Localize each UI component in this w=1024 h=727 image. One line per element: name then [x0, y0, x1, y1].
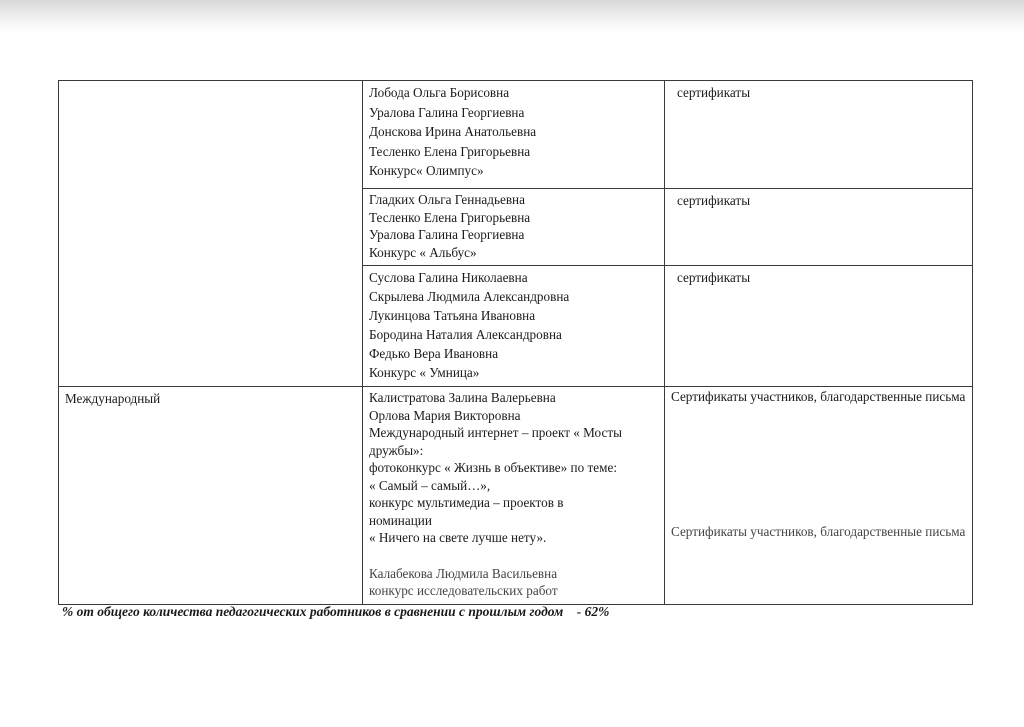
- participants-cell: [363, 189, 665, 266]
- spacer: [671, 406, 966, 524]
- contest-name: конкурс исследовательских работ: [369, 583, 558, 598]
- participant-line: Тесленко Елена Григорьевна: [369, 209, 531, 225]
- table-row: [59, 81, 973, 189]
- result-cell: [665, 81, 973, 189]
- participant-line: Бородина Наталия Александровна: [369, 327, 562, 342]
- result-text: сертификаты: [677, 270, 751, 285]
- result-cell: [665, 387, 973, 605]
- participant-line: Донскова Ирина Анатольевна: [369, 124, 537, 139]
- participant-line: Калабекова Людмила Васильевна: [369, 565, 558, 581]
- project-name: Международный интернет – проект « Мосты дружбы»:: [369, 425, 622, 458]
- participant-line: Скрылева Людмила Александровна: [369, 289, 570, 304]
- participant-line: Тесленко Елена Григорьевна: [369, 143, 531, 159]
- level-cell: [59, 81, 363, 387]
- table-row: [59, 387, 973, 605]
- spacer: [369, 547, 658, 565]
- contest-name: фотоконкурс « Жизнь в объективе» по теме:: [369, 460, 617, 475]
- participants-cell: [363, 266, 665, 387]
- participant-line: Федько Вера Ивановна: [369, 346, 499, 361]
- nomination-name: « Ничего на свете лучше нету».: [369, 530, 547, 545]
- contest-name: Конкурс « Умница»: [369, 365, 480, 380]
- result-text: сертификаты: [677, 85, 751, 100]
- participant-line: Уралова Галина Георгиевна: [369, 104, 525, 120]
- footnote: % от общего количества педагогических работников в сравнении с прошлым годом - 62%: [62, 604, 610, 619]
- participants-cell: [363, 81, 665, 189]
- participant-line: Гладких Ольга Геннадьевна: [369, 192, 525, 207]
- level-label: Международный: [65, 391, 161, 406]
- contest-name: Конкурс« Олимпус»: [369, 163, 484, 178]
- results-table: [58, 80, 973, 605]
- participant-line: Орлова Мария Викторовна: [369, 407, 521, 423]
- contest-theme: « Самый – самый…»,: [369, 477, 491, 493]
- participants-cell: [363, 387, 665, 605]
- participant-line: Уралова Галина Георгиевна: [369, 227, 525, 242]
- result-text: Сертификаты участников, благодарственные письма: [671, 523, 966, 539]
- result-cell: [665, 189, 973, 266]
- level-cell: [59, 387, 363, 605]
- result-text: сертификаты: [677, 193, 751, 208]
- contest-name: конкурс мультимедиа – проектов в номинации: [369, 495, 564, 528]
- result-text: Сертификаты участников, благодарственные письма: [671, 389, 966, 404]
- result-cell: [665, 266, 973, 387]
- participant-line: Лукинцова Татьяна Ивановна: [369, 308, 536, 323]
- contest-name: Конкурс « Альбус»: [369, 244, 477, 260]
- participant-line: Суслова Галина Николаевна: [369, 270, 528, 285]
- participant-line: Лобода Ольга Борисовна: [369, 85, 510, 100]
- participant-line: Калистратова Залина Валерьевна: [369, 390, 556, 405]
